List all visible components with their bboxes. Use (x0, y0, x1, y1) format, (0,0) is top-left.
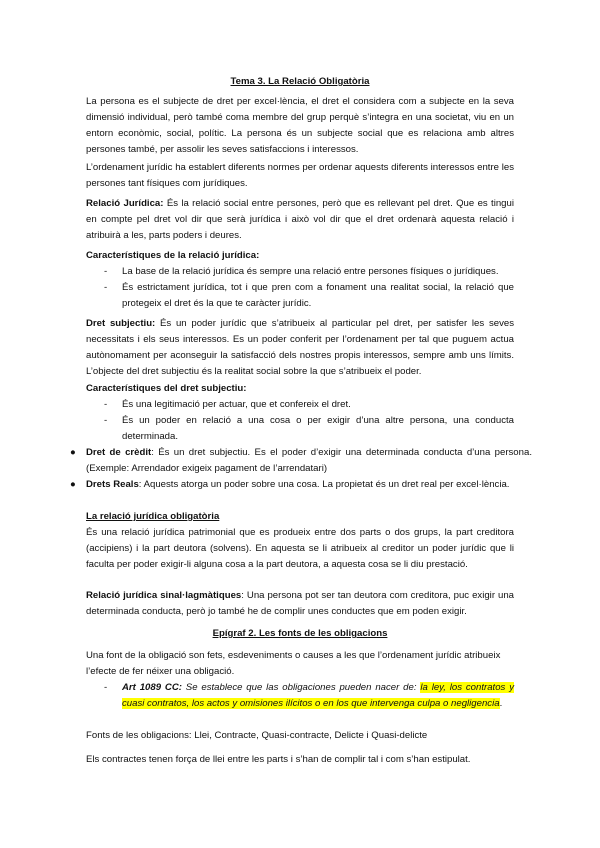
paragraph-fonts: Fonts de les obligacions: Llei, Contracte, Quasi-contracte, Delicte i Quasi-delicte (86, 730, 428, 741)
list-item (86, 397, 514, 413)
article-ref: Art 1089 CC: (122, 682, 182, 693)
list-item (86, 680, 514, 712)
paragraph-contractes: Els contractes tenen força de llei entre les parts i s’han de complir tal i com s’han estipulat. (86, 754, 471, 765)
term: Dret de crèdit (86, 447, 152, 458)
list-item (86, 264, 514, 280)
dash-marker: - (104, 682, 108, 693)
bullet-item (68, 477, 532, 493)
item-text: És una legitimació per actuar, que et confereix el dret. (122, 399, 351, 410)
heading-text: Característiques del dret subjectiu: (86, 383, 247, 394)
dash-marker: - (104, 266, 108, 277)
highlighted-text: la ley, los contratos y cuasi contratos, los actos y omisiones ilícitos o en los que intervenga culpa o negligencia (122, 682, 514, 709)
bullet-icon: ● (70, 479, 76, 490)
definition: És la relació social entre persones, però que es rellevant pel dret. Que es tingui en compte pel dret vol dir que serà jurídica i això vol dir que el dret ordenarà aquesta relació i atribuirà a les, parts poders i deures. (86, 198, 514, 241)
definition: : Una persona pot ser tan deutora com creditora, puc exigir una determinada conducta, però jo també he de complir unes conductes que em poden exigir. (86, 590, 514, 617)
term: Dret subjectiu: (86, 318, 156, 329)
item-text: : És un dret subjectiu. Es el poder d’exigir una determinada conducta d’una persona. (Exemple: Arrendador exigeix pagament de l’arrendatari) (86, 447, 532, 474)
heading-text: Característiques de la relació jurídica: (86, 250, 260, 261)
term: Drets Reals (86, 479, 139, 490)
paragraph-relacio-juridica (86, 196, 514, 244)
dash-marker: - (104, 415, 108, 426)
dash-marker: - (104, 282, 108, 293)
section-heading: La relació jurídica obligatòria (86, 511, 220, 522)
bullet-icon: ● (70, 447, 76, 458)
epigraf-title: Epígraf 2. Les fonts de les obligacions (212, 628, 388, 639)
paragraph-font-obligacio: Una font de la obligació son fets, esdeveniments o causes a les que l’ordenament jurídic atribueix l’efecte de fer néixer una obligació. (86, 650, 501, 677)
definition: És un poder jurídic que s’atribueix al particular pel dret, per satisfer les seves necessitats i els seus interessos. Es un poder conferit per l’ordenament per tal que puguem actua autònomament per aconseguir la satisfacció dels nostres propis interessos, sempre amb uns límits. L’objecte del dret subjectiu és la realitat social sobre la que s’atribueix el poder. (86, 318, 515, 377)
list-caracteristiques-relacio (86, 264, 514, 312)
list-item (86, 413, 514, 445)
section-relacio-obligatoria (86, 509, 514, 573)
term: Relació Jurídica: (86, 198, 164, 209)
article-text: Se establece que las obligaciones pueden nacer de: (181, 682, 421, 693)
item-text: : Aquests atorga un poder sobre una cosa. La propietat és un dret real per excel·lència. (138, 479, 510, 490)
item-text: És un poder en relació a una cosa o per exigir d’una altre persona, una conducta determinada. (122, 415, 514, 442)
paragraph-sinallagmatiques (86, 588, 514, 620)
list-art-1089 (86, 680, 514, 712)
paragraph-ordenament: L’ordenament jurídic ha establert diferents normes per ordenar aquests diferents interessos entre les persones tant físiques com jurídiques. (86, 162, 514, 189)
heading-caracteristiques-relacio (86, 248, 514, 264)
section-text: És una relació jurídica patrimonial que es produeix entre dos parts o dos grups, la part creditora (accipiens) i la part deutora (solvens). En aquesta se li atribueix al creditor un poder jurídic que li faculta per poder exigir-li alguna cosa a la part deutora, a aquesta cosa se li diu prestació. (86, 527, 514, 570)
list-caracteristiques-dret (70, 397, 532, 493)
item-text: La base de la relació jurídica és sempre una relació entre persones físiques o jurídiques. (122, 266, 499, 277)
article-end: . (499, 698, 503, 709)
dash-marker: - (104, 399, 108, 410)
term: Relació jurídica sinal·lagmàtiques (86, 590, 242, 601)
paragraph-dret-subjectiu (86, 316, 514, 380)
item-text: És estrictament jurídica, tot i que pren com a fonament una realitat social, la relació que protegeix el dret és la que te caràcter jurídic. (122, 282, 514, 309)
list-item (86, 280, 514, 312)
bullet-item (68, 445, 532, 477)
page-title: Tema 3. La Relació Obligatòria (230, 76, 370, 87)
heading-caracteristiques-dret (86, 381, 514, 397)
paragraph-persona: La persona es el subjecte de dret per excel·lència, el dret el considera com a subjecte en la seva dimensió individual, però també coma membre del grup perquè s’integra en una societat, viu en un entorn econòmic, social, polític. La persona és un subjecte social que es relaciona amb altres persones també, per assolir les seves satisfaccions i interessos. (86, 96, 514, 155)
